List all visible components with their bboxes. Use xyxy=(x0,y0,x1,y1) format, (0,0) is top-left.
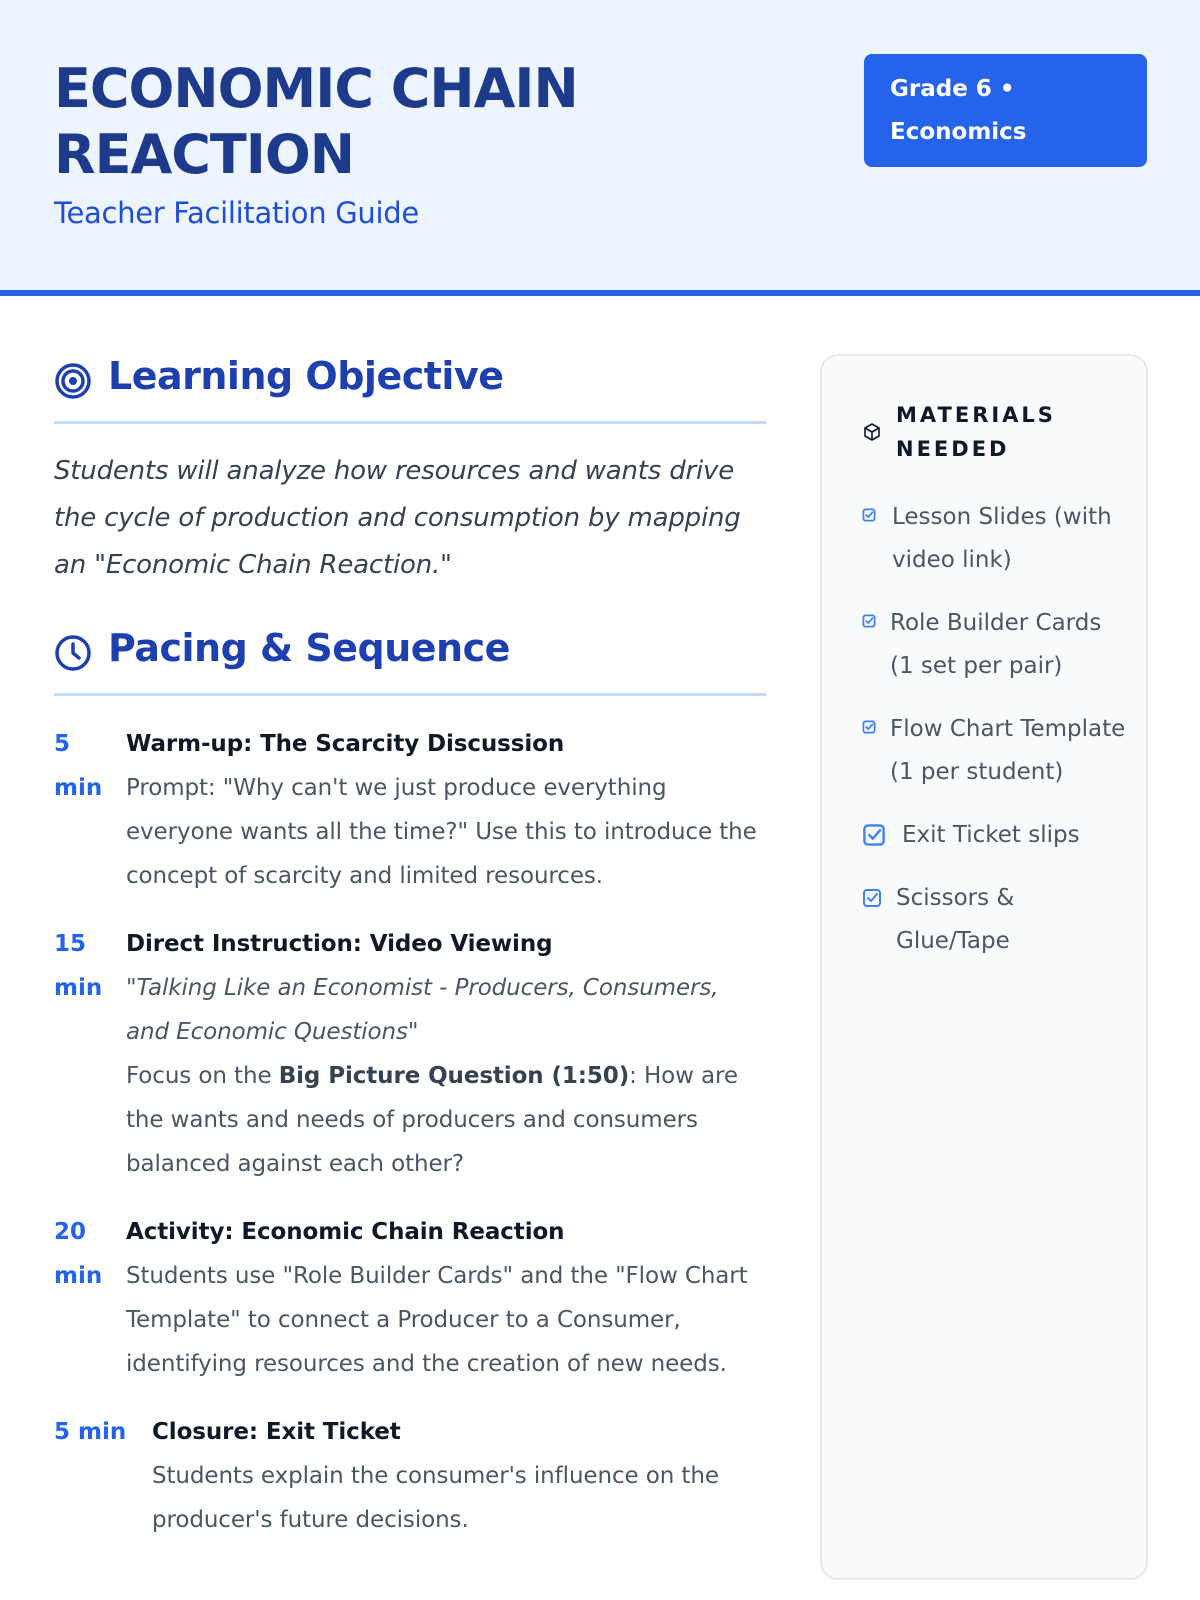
page-subtitle: Teacher Facilitation Guide xyxy=(54,196,419,230)
pacing-title: Pacing & Sequence xyxy=(108,626,510,670)
pacing-body xyxy=(126,922,766,1186)
checkbox-icon xyxy=(862,823,886,847)
checkbox-icon xyxy=(862,888,882,908)
pacing-item-activity xyxy=(54,1210,766,1386)
clock-icon xyxy=(54,634,92,672)
materials-item xyxy=(862,496,1132,582)
checkbox-icon xyxy=(862,614,876,628)
target-icon xyxy=(54,362,92,400)
materials-item xyxy=(862,602,1132,688)
pacing-time: 5 min xyxy=(54,1419,127,1445)
pacing-item-warmup xyxy=(54,722,766,898)
pacing-item-title: Closure: Exit Ticket xyxy=(152,1419,401,1445)
objective-heading xyxy=(54,340,766,424)
materials-item-label: Exit Ticket slips xyxy=(902,822,1080,848)
materials-sidebar xyxy=(820,354,1148,1580)
objective-title: Learning Objective xyxy=(108,354,504,398)
materials-list xyxy=(862,496,1132,983)
pacing-list xyxy=(54,722,766,1566)
checkbox-icon xyxy=(862,508,876,522)
objective-text: Students will analyze how resources and wants drive the cycle of production and consumption by mapping an "Economic Chain Reaction." xyxy=(54,456,741,580)
materials-item-label: Lesson Slides (with video link) xyxy=(892,504,1112,573)
pacing-item-title: Activity: Economic Chain Reaction xyxy=(126,1219,565,1245)
materials-item xyxy=(862,877,1132,963)
pacing-body xyxy=(126,1210,766,1386)
pacing-item-title: Direct Instruction: Video Viewing xyxy=(126,931,553,957)
page-title: ECONOMIC CHAIN REACTION xyxy=(54,57,578,186)
pacing-body xyxy=(152,1410,766,1542)
materials-item xyxy=(862,708,1132,794)
badge-subject: Economics xyxy=(890,119,1027,145)
materials-item-label: Scissors & Glue/Tape xyxy=(896,885,1015,954)
pacing-item-text: Prompt: "Why can't we just produce everything everyone wants all the time?" Use this to introduce the concept of scarcity and limited resources. xyxy=(126,775,757,889)
big-picture-question: Big Picture Question (1:50) xyxy=(278,1063,630,1089)
materials-item xyxy=(862,814,1132,857)
pacing-time: 5 min xyxy=(54,731,103,801)
pacing-item-title: Warm-up: The Scarcity Discussion xyxy=(126,731,565,757)
video-title: "Talking Like an Economist - Producers, Consumers, and Economic Questions" xyxy=(126,975,719,1045)
main-content xyxy=(54,340,766,1533)
header xyxy=(0,0,1200,296)
pacing-item-text: Students explain the consumer's influence on the producer's future decisions. xyxy=(152,1463,719,1533)
grade-subject-badge xyxy=(864,54,1147,167)
checkbox-icon xyxy=(862,720,876,734)
materials-item-label: Flow Chart Template (1 per student) xyxy=(890,716,1126,785)
text-tail: : How are the wants and needs of producers and consumers balanced against each other? xyxy=(126,1063,738,1177)
pacing-item-text xyxy=(126,1054,766,1186)
text-lead: Focus on the xyxy=(126,1063,279,1089)
pacing-body xyxy=(126,722,766,898)
materials-item-label: Role Builder Cards (1 set per pair) xyxy=(890,610,1102,679)
pacing-item-instruction xyxy=(54,922,766,1186)
package-icon xyxy=(862,422,882,442)
badge-grade: Grade 6 • xyxy=(890,76,1015,102)
pacing-time: 20 min xyxy=(54,1219,103,1289)
materials-title: MATERIALS NEEDED xyxy=(896,403,1056,461)
pacing-time: 15 min xyxy=(54,931,103,1001)
pacing-heading xyxy=(54,612,766,696)
pacing-item-closure xyxy=(54,1410,766,1542)
pacing-item-text: Students use "Role Builder Cards" and the "Flow Chart Template" to connect a Producer to a Consumer, identifying resources and the creation of new needs. xyxy=(126,1263,748,1377)
